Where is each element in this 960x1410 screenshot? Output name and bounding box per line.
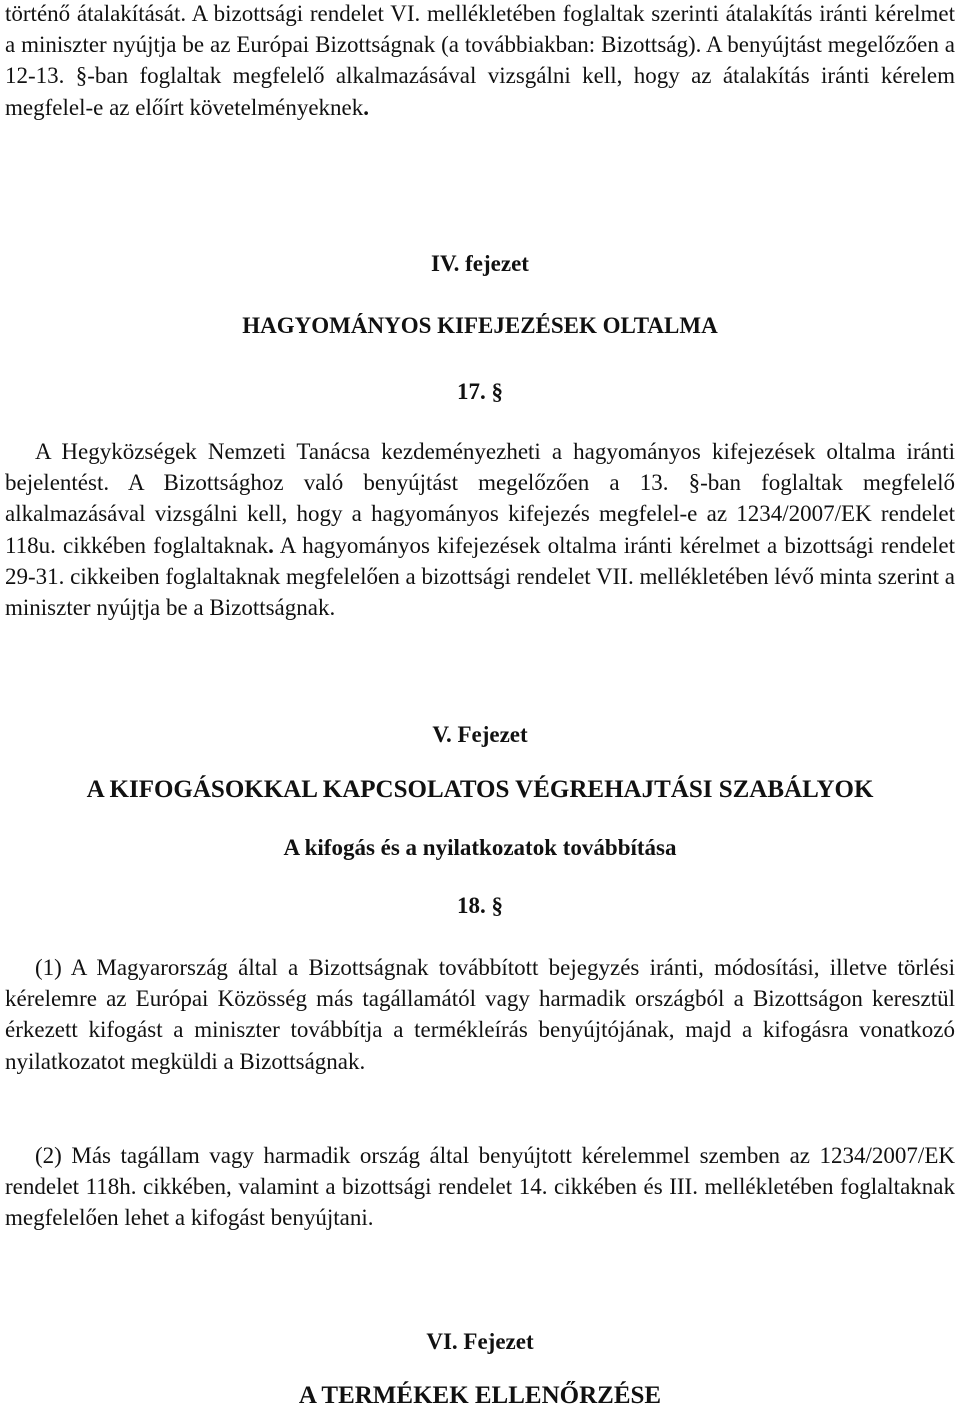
chapter-4-title: HAGYOMÁNYOS KIFEJEZÉSEK OLTALMA bbox=[242, 313, 718, 338]
section-17-heading: 17. § bbox=[457, 379, 503, 404]
section-18-paragraph-2: (2) Más tagállam vagy harmadik ország által benyújtott kérelemmel szemben az 1234/2007/EK rendelet 118h. cikkében, valamint a bizottsági rendelet 14. cikkében és III. mellékletében foglaltaknak megfelelően lehet a kifogást benyújtani. bbox=[5, 1143, 955, 1231]
chapter-5-title: A KIFOGÁSOKKAL KAPCSOLATOS VÉGREHAJTÁSI SZABÁLYOK bbox=[86, 776, 874, 803]
chapter-4-number: IV. fejezet bbox=[431, 251, 529, 276]
chapter-6-title: A TERMÉKEK ELLENŐRZÉSE bbox=[298, 1382, 662, 1409]
intro-paragraph: történő átalakítását. A bizottsági rendelet VI. mellékletében foglaltak szerinti átalakítás iránti kérelmet a miniszter nyújtja be az Európai Bizottságnak (a továbbiakban: Bizottság). A benyújtást megelőzően a 12-13. §-ban foglaltak megfelelő alkalmazásával vizsgálni kell, hogy az átalakítás iránti kérelem megfelel-e az előírt követelményeknek. bbox=[5, 1, 955, 120]
chapter-6-number: VI. Fejezet bbox=[426, 1329, 534, 1354]
section-17-paragraph: A Hegyközségek Nemzeti Tanácsa kezdeményezheti a hagyományos kifejezések oltalma iránti bejelentést. A Bizottsághoz való benyújtást megelőzően a 13. §-ban foglaltak megfelelő alkalmazásával vizsgálni kell, hogy a hagyományos kifejezés megfelel-e az 1234/2007/EK rendelet 118u. cikkében foglaltaknak. A hagyományos kifejezések oltalma iránti kérelmet a bizottsági rendelet 29-31. cikkeiben foglaltaknak megfelelően a bizottsági rendelet VII. mellékletében lévő minta szerint a miniszter nyújtja be a Bizottságnak. bbox=[5, 439, 956, 621]
section-18-paragraph-1: (1) A Magyarország által a Bizottságnak továbbított bejegyzés iránti, módosítási, illetve törlési kérelemre az Európai Közösség más tagállamától vagy harmadik országból a Bizottságon keresztül érkezett kifogást a miniszter továbbítja a termékleírás benyújtójának, majd a kifogásra vonatkozó nyilatkozatot megküldi a Bizottságnak. bbox=[5, 955, 955, 1074]
chapter-5-subtitle: A kifogás és a nyilatkozatok továbbítása bbox=[283, 835, 677, 860]
section-18-heading: 18. § bbox=[457, 893, 503, 918]
chapter-5-number: V. Fejezet bbox=[432, 722, 528, 747]
